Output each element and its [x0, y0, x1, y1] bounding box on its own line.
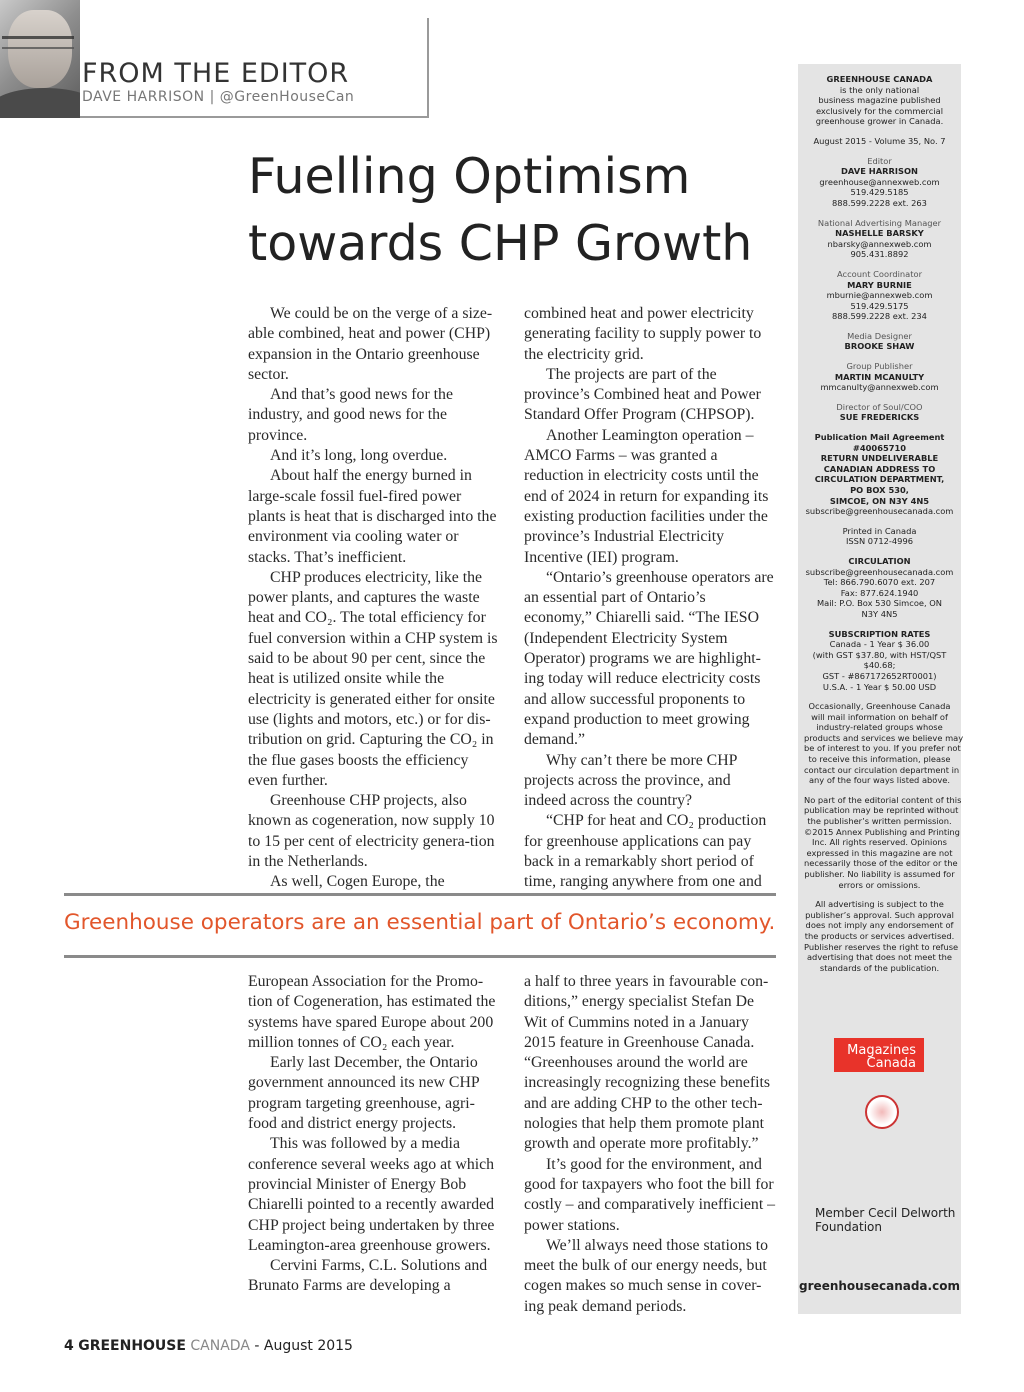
mail-notice	[804, 701, 964, 786]
headline	[248, 143, 788, 277]
paragraph: We’ll always need those stations to meet the bulk of our energy needs, but cogen makes so much sense in cover-ing peak demand periods.	[524, 1236, 769, 1315]
paragraph: And that’s good news for the industry, and good news for the province.	[248, 386, 453, 444]
staff-role: Media Designer	[847, 330, 912, 341]
member-note	[815, 1206, 955, 1234]
paragraph: Greenhouse CHP projects, also known as cogeneration, now supply 10 to 15 per cent of electricity genera-tion in the Netherlands.	[248, 792, 495, 871]
staff-name: SUE FREDERICKS	[839, 412, 920, 423]
staff-name: NASHELLE BARSKY	[835, 228, 924, 239]
sidebar-line: contact our circulation department in	[804, 764, 960, 775]
staff-contact: 905.431.8892	[850, 249, 909, 260]
staff-entry	[804, 331, 955, 352]
staff-name: MARY BURNIE	[847, 279, 912, 290]
sidebar-line: Publisher reserves the right to refuse	[804, 941, 959, 952]
sidebar-line: PO BOX 530,	[850, 485, 909, 495]
subscription-rates	[804, 629, 955, 693]
sidebar-line: $40.68;	[863, 660, 896, 671]
staff-contact: mmcanulty@annexweb.com	[820, 382, 939, 393]
staff-entry	[804, 269, 955, 322]
sidebar-line: Occasionally, Greenhouse Canada	[808, 701, 951, 712]
staff-contact: greenhouse@annexweb.com	[819, 176, 940, 187]
subscription-rates-title: SUBSCRIPTION RATES	[828, 628, 931, 639]
masthead-intro-line: greenhouse grower in Canada.	[815, 116, 944, 127]
masthead-staff	[798, 156, 961, 423]
printed-info	[804, 526, 955, 547]
paragraph: About half the energy burned in large-scale fossil fuel-fired power plants is heat that is discharged into the environment via cooling water or stacks. That’s inefficient.	[248, 467, 497, 566]
sidebar-line: expressed in this magazine are not	[806, 847, 953, 858]
article-column-3	[248, 972, 500, 1297]
staff-entry	[804, 218, 955, 260]
header-divider-horizontal	[80, 116, 429, 118]
masthead-intro-line: business magazine published	[818, 95, 941, 106]
masthead-publication-name: GREENHOUSE CANADA	[826, 74, 933, 84]
staff-contact: mburnie@annexweb.com	[826, 290, 933, 301]
sidebar-line: subscribe@greenhousecanada.com	[805, 566, 954, 577]
sidebar-line: publication may be reprinted without	[804, 805, 959, 816]
sidebar-line: any of the four ways listed above.	[808, 775, 951, 786]
website-link[interactable]: greenhousecanada.com	[799, 1279, 960, 1293]
sidebar-line: No part of the editorial content of this	[804, 794, 962, 805]
sidebar-line: the products or services advertised.	[804, 930, 955, 941]
subscription-rates-lines	[804, 639, 955, 692]
paragraph: Early last December, the Ontario government announced its new CHP program targeting greenhouse, agri-food and district energy projects.	[248, 1054, 480, 1133]
sidebar-line: errors or omissions.	[838, 879, 921, 890]
sidebar-line: Mail: P.O. Box 530 Simcoe, ON	[816, 598, 943, 609]
paragraph: This was followed by a media conference several weeks ago at which provincial Minister of Energy Bob Chiarelli pointed to a recently awarded CHP project being undertaken by three Leamington-area greenhouse growers.	[248, 1135, 495, 1254]
article-column-2	[524, 304, 776, 893]
header-divider-vertical	[427, 18, 429, 116]
staff-entry	[804, 156, 955, 209]
sidebar-line: subscribe@greenhousecanada.com	[805, 506, 954, 517]
sidebar-line: Publication Mail Agreement	[814, 432, 945, 443]
page-footer	[64, 1338, 353, 1354]
sidebar-line: ISSN 0712-4996	[845, 536, 914, 547]
paragraph: Why can’t there be more CHP projects across the province, and indeed across the country?	[524, 751, 737, 810]
editor-photo-glasses	[2, 36, 74, 49]
headline-line-1: Fuelling Optimism	[248, 148, 691, 205]
footer-issue: - August 2015	[254, 1338, 353, 1354]
staff-contact: 888.599.2228 ext. 234	[832, 311, 927, 322]
paragraph: We could be on the verge of a size-able combined, heat and power (CHP) expansion in the Ontario greenhouse sector.	[248, 305, 493, 383]
editor-photo	[0, 0, 80, 118]
section-title: FROM THE EDITOR	[82, 58, 350, 89]
member-line-2: Foundation	[815, 1220, 882, 1234]
sidebar-line: CIRCULATION DEPARTMENT,	[814, 474, 945, 485]
article-column-1	[248, 304, 500, 893]
circulation-lines	[804, 567, 955, 620]
paragraph: And it’s long, long overdue.	[270, 447, 448, 465]
staff-entry	[804, 402, 955, 423]
sidebar-line: standards of the publication.	[819, 962, 940, 973]
sidebar-line: (with GST $37.80, with HST/QST	[812, 649, 947, 660]
sidebar-line: Fax: 877.624.1940	[840, 587, 919, 598]
sidebar-line: does not imply any endorsement of	[805, 920, 954, 931]
sidebar-line: U.S.A. - 1 Year $ 50.00 USD	[822, 681, 937, 692]
sidebar-line: the publisher’s written permission.	[807, 816, 952, 827]
page-number: 4	[64, 1338, 74, 1354]
footer-brand-bold: GREENHOUSE	[78, 1338, 186, 1354]
circulation	[804, 556, 955, 620]
byline: DAVE HARRISON | @GreenHouseCan	[82, 89, 355, 105]
paragraph: The projects are part of the province’s Combined heat and Power Standard Offer Program (CHPSOP).	[524, 365, 761, 424]
paragraph: “CHP for heat and CO₂ production for greenhouse applications can pay back in a remarkably short period of time, ranging anywhere from one and	[524, 812, 767, 891]
editor-photo-head	[8, 10, 72, 88]
article-column-4	[524, 972, 776, 1317]
staff-name: BROOKE SHAW	[844, 341, 915, 352]
sidebar-line: All advertising is subject to the	[815, 899, 944, 910]
sidebar-line: Tel: 866.790.6070 ext. 207	[823, 577, 936, 588]
sidebar-line: be of interest to you. If you prefer not	[804, 743, 961, 754]
sidebar-line: Printed in Canada	[842, 525, 917, 536]
sidebar-line: ©2015 Annex Publishing and Printing	[804, 826, 960, 837]
staff-entry	[804, 361, 955, 393]
copyright-notice	[804, 794, 962, 890]
staff-contact: 519.429.5175	[850, 300, 909, 311]
sidebar-line: publisher’s approval. Such approval	[805, 909, 954, 920]
sidebar-line: CANADIAN ADDRESS TO	[823, 463, 936, 474]
staff-contact: 519.429.5185	[850, 187, 909, 198]
masthead-issue: August 2015 - Volume 35, No. 7	[813, 135, 946, 146]
staff-role: Editor	[867, 155, 892, 166]
paragraph: Cervini Farms, C.L. Solutions and Brunato Farms are developing a	[248, 1257, 488, 1295]
editor-photo-shoulders	[0, 88, 80, 118]
headline-line-2: towards CHP Growth	[248, 215, 753, 272]
masthead-intro-line: is the only national	[839, 84, 920, 95]
paragraph: It’s good for the environment, and good for taxpayers who foot the bill for costly – and comparatively inefficient – power stations.	[524, 1155, 776, 1234]
logo-line-2: Canada	[866, 1056, 916, 1071]
sidebar-line: Canada - 1 Year $ 36.00	[829, 639, 930, 650]
pullquote-rule-bottom	[64, 955, 776, 958]
sidebar-line: GST - #867172652RT0001)	[822, 670, 937, 681]
masthead-intro	[804, 74, 955, 127]
mail-agreement	[804, 432, 955, 517]
staff-contact: nbarsky@annexweb.com	[827, 238, 932, 249]
sidebar-line: N3Y 4N5	[861, 608, 898, 619]
sidebar-line: to receive this information, please	[808, 754, 951, 765]
staff-role: Account Coordinator	[836, 268, 922, 279]
foundation-seal-icon	[865, 1095, 899, 1129]
staff-name: DAVE HARRISON	[841, 166, 918, 177]
staff-role: Group Publisher	[846, 361, 913, 372]
sidebar-line: RETURN UNDELIVERABLE	[820, 453, 939, 464]
sidebar-line: will mail information on behalf of	[811, 711, 948, 722]
magazines-canada-logo	[834, 1038, 924, 1072]
footer-brand-light: CANADA	[190, 1338, 250, 1354]
paragraph: Another Leamington operation – AMCO Farms – was granted a reduction in electricity costs until the end of 2024 in return for expanding its existing production facilities under the province’s Industrial Electricity Incentive (IEI) program.	[524, 426, 769, 566]
paragraph: a half to three years in favourable con-ditions,” energy specialist Stefan De Wit of Cummins noted in a January 2015 feature in Greenhouse Canada. “Greenhouses around the world are increasingly recognizing these benefits and are adding CHP to the other tech-nologies that help them promote plant growth and operate more profitably.”	[524, 973, 771, 1153]
sidebar-line: #40065710	[852, 442, 907, 453]
paragraph: CHP produces electricity, like the power plants, and captures the waste heat and CO₂. The total efficiency for fuel conversion within a CHP system is said to be about 90 per cent, since the heat is utilized onsite while the electricity is generated either for onsite use (lights and motors, etc.) or for dis-tribution on grid. Capturing the CO₂ in the flue gases boosts the efficiency even further.	[248, 568, 498, 789]
pullquote-rule-top	[64, 893, 776, 896]
sidebar-line: Inc. All rights reserved. Opinions	[812, 837, 947, 848]
paragraph: “Ontario’s greenhouse operators are an essential part of Ontario’s economy,” Chiarelli said. “The IESO (Independent Electricity System Operator) programs we are highlight-ing today will reduce electricity costs and allow successful proponents to expand production to meet growing demand.”	[524, 568, 774, 749]
paragraph: combined heat and power electricity generating facility to supply power to the electricity grid.	[524, 305, 762, 363]
masthead-intro-line: exclusively for the commercial	[815, 105, 944, 116]
paragraph: As well, Cogen Europe, the	[270, 873, 445, 891]
logo-line-1: Magazines	[847, 1043, 916, 1058]
sidebar-line: SIMCOE, ON N3Y 4N5	[829, 495, 930, 506]
pullquote: Greenhouse operators are an essential part of Ontario’s economy.	[64, 910, 776, 935]
member-line-1: Member Cecil Delworth	[815, 1206, 956, 1220]
advertising-notice	[804, 899, 959, 973]
staff-contact: 888.599.2228 ext. 263	[832, 197, 927, 208]
staff-name: MARTIN MCANULTY	[834, 371, 925, 382]
sidebar-line: products and services we believe may	[804, 732, 964, 743]
circulation-title: CIRCULATION	[848, 555, 911, 566]
staff-role: Director of Soul/COO	[836, 401, 923, 412]
sidebar-line: industry-related groups whose	[816, 722, 943, 733]
masthead-sidebar	[798, 64, 964, 1314]
sidebar-line: advertising that does not meet the	[806, 952, 953, 963]
paragraph: European Association for the Promo-tion of Cogeneration, has estimated the systems have spared Europe about 200 million tonnes of CO₂ each year.	[248, 973, 496, 1051]
sidebar-line: necessarily those of the editor or the	[804, 858, 958, 869]
staff-role: National Advertising Manager	[817, 217, 942, 228]
sidebar-line: publisher. No liability is assumed for	[804, 869, 955, 879]
